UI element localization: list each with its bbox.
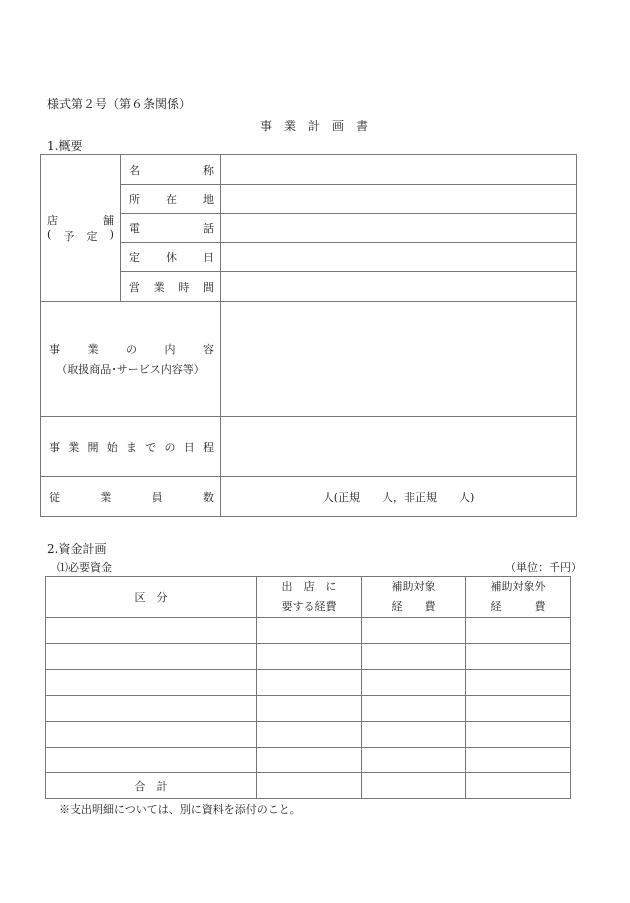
header-category: 区 分 (46, 577, 257, 618)
schedule-label: 事 業 開 始 ま で の 日 程 (41, 417, 221, 477)
store-address-field[interactable] (221, 185, 577, 214)
form-number: 様式第２号（第６条関係） (47, 97, 192, 111)
total-subsidy-eligible[interactable] (362, 773, 466, 799)
schedule-field[interactable] (221, 417, 577, 477)
business-content-label: 事 業 の 内 容 （取扱商品･サービス内容等） (41, 302, 221, 417)
section1-heading: 1.概要 (47, 139, 83, 153)
table-row (46, 618, 571, 644)
store-label-cell (41, 155, 121, 302)
store-hours-label: 営 業 時 間 (121, 272, 221, 302)
table-row (46, 722, 571, 748)
employees-label: 従 業 員 数 (41, 477, 221, 517)
store-phone-label: 電 話 (121, 214, 221, 243)
store-hours-field[interactable] (221, 272, 577, 302)
total-label: 合 計 (46, 773, 257, 799)
store-holiday-label: 定 休 日 (121, 243, 221, 272)
store-address-label: 所 在 地 (121, 185, 221, 214)
table-row (46, 644, 571, 670)
document-title: 事 業 計 画 書 (260, 119, 369, 133)
table-row (46, 748, 571, 773)
table-row (46, 696, 571, 722)
header-subsidy-eligible: 補助対象 経 費 (362, 577, 466, 618)
funds-table (45, 576, 571, 799)
overview-table (40, 154, 577, 517)
employees-field[interactable]: 人(正規 人，非正規 人) (221, 477, 577, 517)
required-funds-heading: ⑴必要資金 (57, 561, 112, 574)
store-holiday-field[interactable] (221, 243, 577, 272)
funds-header-row (46, 577, 571, 618)
store-label-line1: 店 舗 (47, 214, 114, 227)
total-store-cost[interactable] (257, 773, 362, 799)
header-subsidy-ineligible: 補助対象外 経 費 (466, 577, 571, 618)
store-phone-field[interactable] (221, 214, 577, 243)
total-subsidy-ineligible[interactable] (466, 773, 571, 799)
table-row (46, 670, 571, 696)
business-content-field[interactable] (221, 302, 577, 417)
store-name-field[interactable] (221, 155, 577, 185)
total-row (46, 773, 571, 799)
store-name-label: 名 称 (121, 155, 221, 185)
unit-label: （単位：千円） (505, 561, 582, 574)
header-store-cost: 出 店 に 要する経費 (257, 577, 362, 618)
store-label-line2: ( 予 定 ) (47, 228, 114, 243)
footnote: ※支出明細については、別に資料を添付のこと。 (59, 803, 301, 816)
section2-heading: 2.資金計画 (47, 542, 107, 556)
